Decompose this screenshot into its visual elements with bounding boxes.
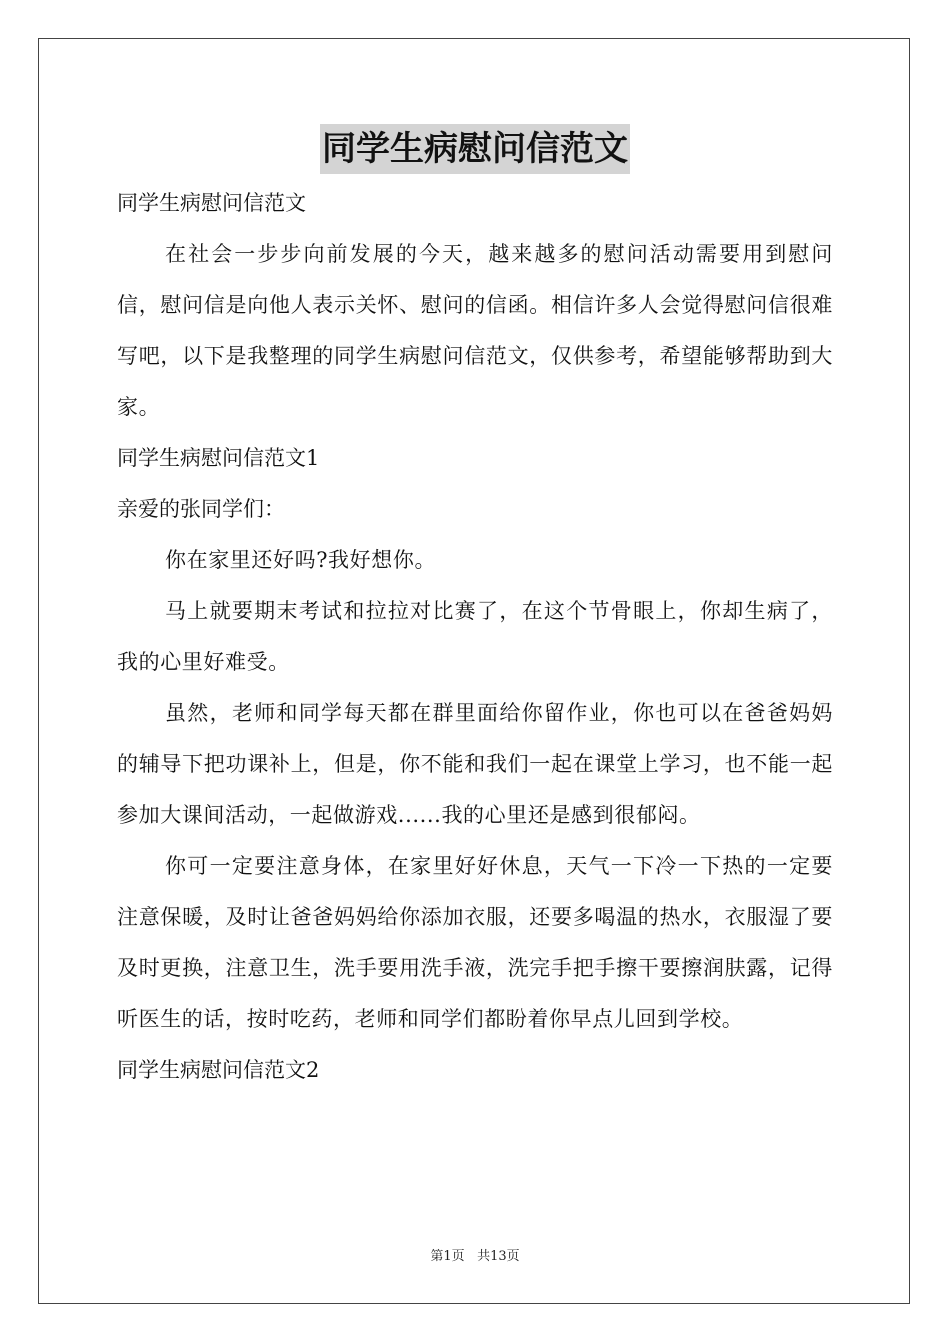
salutation: 亲爱的张同学们： — [117, 497, 285, 521]
body-paragraph: 马上就要期末考试和拉拉对比赛了，在这个节骨眼上，你却生病了，我的心里好难受。 — [117, 599, 833, 674]
page-number: 第1页 — [430, 1249, 465, 1264]
body-paragraph: 你可一定要注意身体，在家里好好休息，天气一下冷一下热的一定要注意保暖，及时让爸爸妈妈给你添加衣服，还要多喝温的热水，衣服湿了要及时更换，注意卫生，洗手要用洗手液，洗完手把手擦干要擦润肤露，记得听医生的话，按时吃药，老师和同学们都盼着你早点儿回到学校。 — [117, 854, 833, 1031]
footer-spacer — [465, 1249, 477, 1264]
title-container — [0, 124, 950, 174]
document-title: 同学生病慰问信范文 — [320, 124, 630, 174]
section-heading-2: 同学生病慰问信范文2 — [117, 1058, 320, 1082]
body-paragraph: 虽然，老师和同学每天都在群里面给你留作业，你也可以在爸爸妈妈的辅导下把功课补上，但是，你不能和我们一起在课堂上学习，也不能一起参加大课间活动，一起做游戏......我的心里还是感到很郁闷。 — [117, 701, 833, 827]
page-footer — [0, 1248, 950, 1266]
subtitle-line: 同学生病慰问信范文 — [117, 191, 306, 215]
body-paragraph: 你在家里还好吗?我好想你。 — [165, 548, 437, 572]
document-body — [117, 178, 833, 1096]
section-heading-1: 同学生病慰问信范文1 — [117, 446, 320, 470]
intro-paragraph: 在社会一步步向前发展的今天，越来越多的慰问活动需要用到慰问信，慰问信是向他人表示关怀、慰问的信函。相信许多人会觉得慰问信很难写吧，以下是我整理的同学生病慰问信范文，仅供参考，希望能够帮助到大家。 — [117, 242, 833, 419]
page-total: 共13页 — [477, 1249, 520, 1264]
